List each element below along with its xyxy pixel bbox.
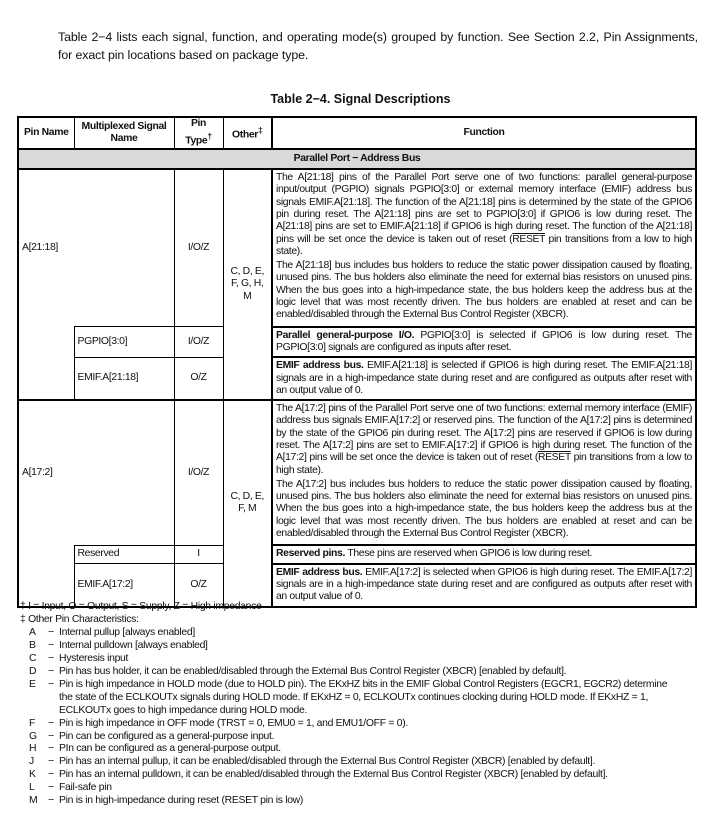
legend-dash: − [48, 665, 54, 677]
legend-item [20, 627, 679, 640]
reset-signal: RESET [537, 452, 571, 464]
table-footnotes [20, 601, 679, 808]
section-title: Parallel Port − Address Bus [18, 149, 696, 169]
legend-key: A [29, 626, 36, 638]
dagger-mark: † [20, 601, 26, 612]
legend-text: Pin has an internal pulldown, it can be enabled/disabled through the External Bus Control Register (XBCR) [enabled by default]. [59, 769, 608, 781]
dagger-mark: † [207, 131, 212, 142]
legend-item [20, 743, 679, 756]
legend-item [20, 640, 679, 653]
footnote-ddagger [20, 614, 679, 627]
pin-type-label: Pin Type [185, 118, 208, 147]
function-text: The A[17:2] pins of the Parallel Port serve one of two functions: external memory interface (EMIF) address bus signals EMIF.A[17:2] or reserved pins. The function of the A[17:2] pins is determined by the state of the GPIO6 pin during reset. The A[17:2] pins are reserved if GPIO6 is low during reset. The A[17:2] pins are set to EMIF.A[17:2] if GPIO6 is high during reset. The function of the A[17:2] pins will be set once the device is taken out of reset ( [276, 403, 692, 464]
legend-key: L [29, 782, 35, 794]
pin-type: I/O/Z [174, 400, 223, 545]
function-text: The A[21:18] pins of the Parallel Port serve one of two functions: parallel general-purpose input/output (PGPIO) signals PGPIO[3:0] or external memory interface (EMIF) address bus signals EMIF.A[21:18]. The function of the A[21:18] pins is determined by the state of the GPIO6 pin during reset. The A[21:18] pins are set to PGPIO[3:0] if GPIO6 is low during reset. The A[21:18] pins are set to EMIF.A[21:18] if GPIO6 is high during reset. The function of the A[21:18] pins will be set once the device is taken out of reset ( [276, 172, 692, 245]
table-row [18, 357, 696, 400]
footnote-dagger [20, 601, 679, 614]
legend-item [20, 718, 679, 731]
legend-item [20, 731, 679, 744]
header-mux-signal: Multiplexed Signal Name [74, 117, 174, 149]
legend-key: M [29, 795, 38, 807]
legend-text: Pin has bus holder, it can be enabled/disabled through the External Bus Control Register (XBCR) [enabled by default]. [59, 665, 567, 677]
legend-text: Internal pullup [always enabled] [59, 626, 195, 638]
table-row [18, 327, 696, 358]
pin-name: A[17:2] [18, 400, 174, 545]
header-pin-type [174, 117, 223, 149]
legend-dash: − [48, 782, 54, 794]
legend-text: Pin has an internal pullup, it can be enabled/disabled through the External Bus Control Register (XBCR) [enabled by default]. [59, 756, 596, 768]
legend-item [20, 756, 679, 769]
mux-signal: Reserved [74, 545, 174, 563]
ddagger-mark: ‡ [20, 613, 26, 625]
function-desc [272, 400, 696, 545]
other-chars: C, D, E, F, M [223, 400, 272, 606]
legend-dash: − [48, 626, 54, 638]
legend-text: Pin is high impedance in OFF mode (TRST = 0, EMU0 = 1, and EMU1/OFF = 0). [59, 717, 408, 729]
legend-dash: − [48, 639, 54, 651]
legend-text: Pin is in high-impedance during reset (RESET pin is low) [59, 795, 304, 807]
function-text: pin transitions from a low to high state). [276, 233, 692, 257]
function-desc [272, 327, 696, 358]
pin-type: O/Z [174, 564, 223, 607]
legend-dash: − [48, 769, 54, 781]
legend-text: Hysteresis input [59, 652, 129, 664]
legend-dash: − [48, 795, 54, 807]
legend-item [20, 666, 679, 679]
function-desc [272, 545, 696, 563]
legend-key: H [29, 743, 37, 755]
function-heading: Parallel general-purpose I/O. [276, 329, 415, 341]
function-para: The A[17:2] bus includes bus holders to reduce the static power dissipation caused by floating, unused pins. The bus holders also eliminate the need for external bias resistors on unused pins. When the bus goes into a high-impedance state, the bus holders keep the address bus at the logic level that was most recently driven. The bus holders are enabled at reset and can be enabled/disabled through the External Bus Control Register (XBCR). [276, 478, 692, 540]
legend-text: Fail-safe pin [59, 782, 112, 794]
legend-key: C [29, 652, 37, 664]
legend-text: Pin is high impedance in HOLD mode (due to HOLD pin). The EKxHZ bits in the EMIF Global Control Registers (EGCR1, EGCR2) determine the state of the ECLKOUTx signals during HOLD mode. If EKxHZ = 0, ECLKOUTx continues clocking during HOLD mode. If EKxHZ = 1, ECLKOUTx goes to high impedance during HOLD mode. [59, 678, 668, 716]
other-chars: C, D, E, F, G, H, M [223, 169, 272, 400]
function-heading: Reserved pins. [276, 548, 346, 560]
legend-key: D [29, 665, 37, 677]
legend-text: Pin can be configured as a general-purpose input. [59, 730, 275, 742]
function-text: EMIF.A[17:2] is selected when GPIO6 is high during reset. The EMIF.A[17:2] signals are in a high-impedance state during reset and are configured as outputs after reset with an output value of 0. [276, 566, 692, 603]
function-heading: EMIF address bus. [276, 360, 364, 372]
footnote-text: Other Pin Characteristics: [28, 613, 139, 625]
header-function: Function [272, 117, 696, 149]
legend-key: E [29, 678, 36, 690]
legend-key: F [29, 717, 36, 729]
legend-item [20, 653, 679, 666]
empty-cell [18, 545, 74, 563]
signal-descriptions-table [17, 116, 697, 608]
header-other [223, 117, 272, 149]
footnote-text: I = Input, O = Output, S = Supply, Z = High impedance [28, 601, 262, 612]
pin-type: O/Z [174, 357, 223, 400]
header-pin-name: Pin Name [18, 117, 74, 149]
function-text: EMIF.A[21:18] is selected if GPIO6 is high during reset. The EMIF.A[21:18] signals are in a high-impedance state during reset and are configured as outputs after reset with an output value of 0. [276, 360, 692, 396]
function-text: These pins are reserved when GPIO6 is low during reset. [345, 548, 593, 560]
legend-item [20, 679, 679, 718]
pin-type: I/O/Z [174, 169, 223, 327]
legend-key: G [29, 730, 37, 742]
legend-text: PIn can be configured as a general-purpose output. [59, 743, 281, 755]
legend-dash: − [48, 756, 54, 768]
legend-key: J [29, 756, 34, 768]
legend-key: K [29, 769, 36, 781]
function-text: pin transitions from a low to high state). [276, 452, 692, 476]
function-desc [272, 169, 696, 327]
mux-signal: PGPIO[3:0] [74, 327, 174, 358]
function-text: PGPIO[3:0] is selected if GPIO6 is low during reset. The PGPIO[3:0] signals are configured as inputs after reset. [276, 329, 692, 353]
table-row [18, 400, 696, 545]
legend-key: B [29, 639, 36, 651]
function-desc [272, 357, 696, 400]
legend-item [20, 782, 679, 795]
intro-paragraph: Table 2−4 lists each signal, function, and operating mode(s) grouped by function. See Section 2.2, Pin Assignments, for exact pin locations based on package type. [58, 30, 698, 62]
legend-dash: − [48, 678, 54, 690]
legend-dash: − [48, 717, 54, 729]
function-heading: EMIF address bus. [276, 566, 363, 578]
reset-signal: RESET [512, 233, 545, 245]
empty-cell [18, 327, 74, 358]
pin-type: I/O/Z [174, 327, 223, 358]
empty-cell [18, 357, 74, 400]
table-caption: Table 2−4. Signal Descriptions [270, 92, 451, 106]
legend-dash: − [48, 743, 54, 755]
section-row [18, 149, 696, 169]
other-label: Other [232, 129, 258, 141]
ddagger-mark: ‡ [258, 125, 263, 136]
function-para [276, 403, 692, 477]
legend-item [20, 795, 679, 808]
legend-dash: − [48, 652, 54, 664]
table-header-row [18, 117, 696, 149]
table-row [18, 169, 696, 327]
legend-text: Internal pulldown [always enabled] [59, 639, 208, 651]
table-row [18, 545, 696, 563]
mux-signal: EMIF.A[21:18] [74, 357, 174, 400]
mux-signal: EMIF.A[17:2] [74, 564, 174, 607]
legend-dash: − [48, 730, 54, 742]
pin-name: A[21:18] [18, 169, 174, 327]
function-para: The A[21:18] bus includes bus holders to reduce the static power dissipation caused by floating, unused pins. The bus holders also eliminate the need for external bias resistors on unused pins. When the bus goes into a high-impedance state, the bus holders keep the address bus at the logic level that was most recently driven. The bus holders are enabled at reset and can be enabled/disabled through the External Bus Control Register (XBCR). [276, 260, 692, 321]
function-para [276, 172, 692, 258]
pin-characteristics-list [20, 627, 679, 808]
legend-item [20, 769, 679, 782]
pin-type: I [174, 545, 223, 563]
